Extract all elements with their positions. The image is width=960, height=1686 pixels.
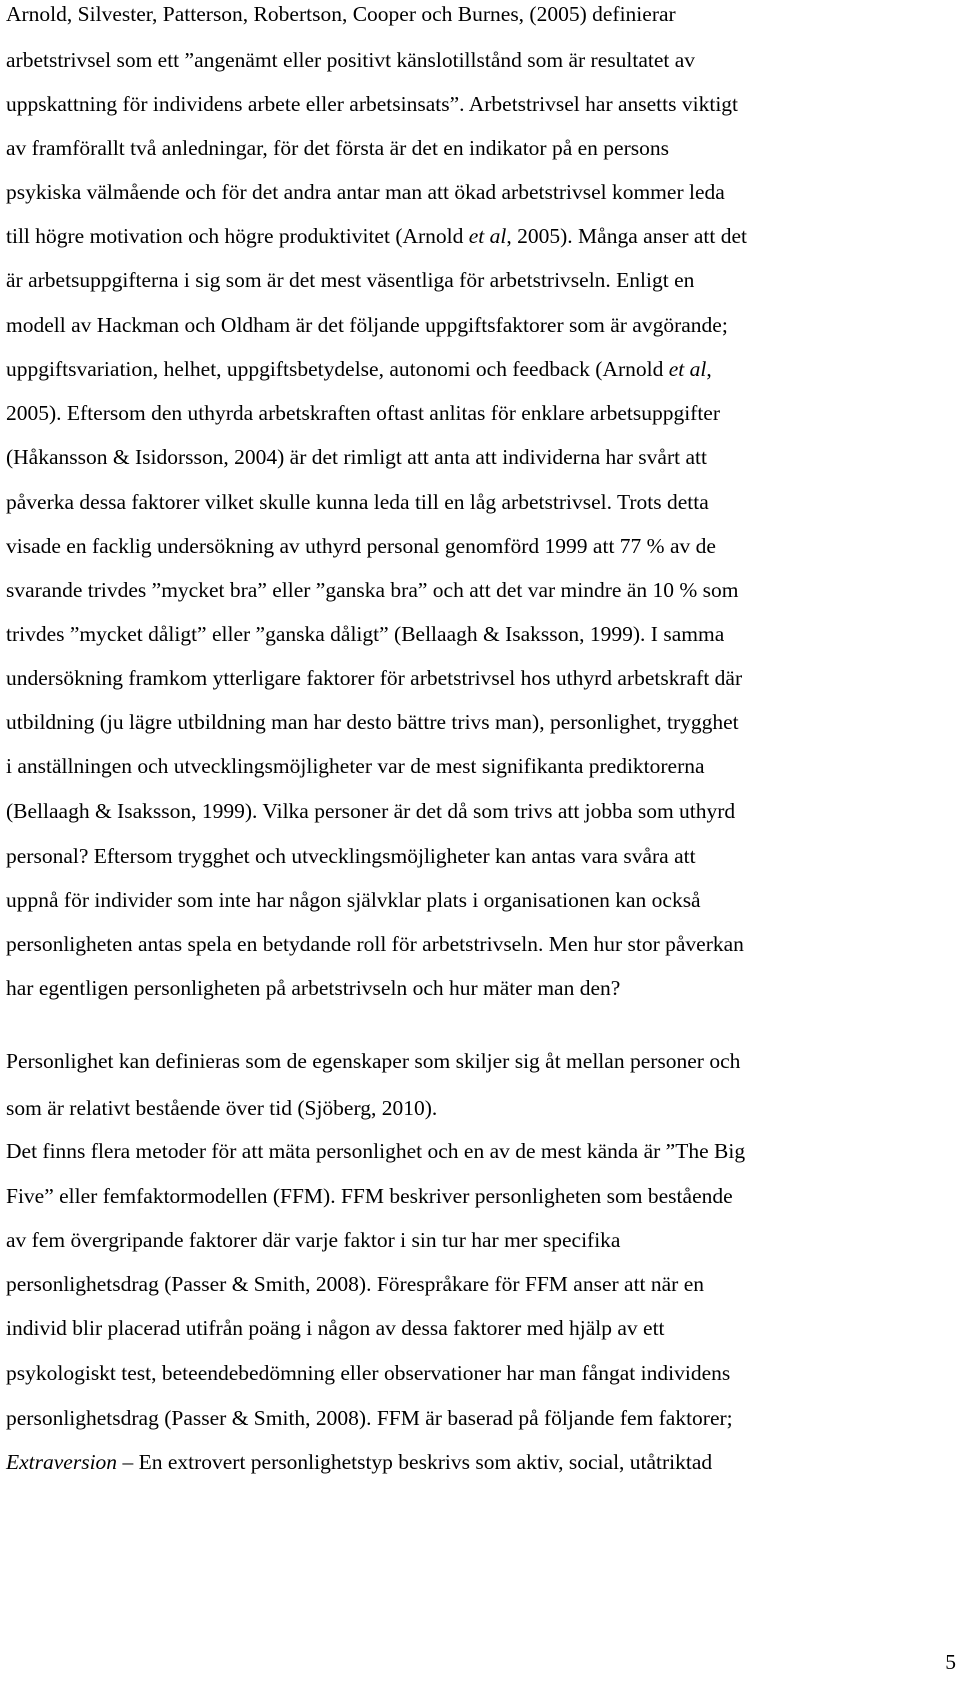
text-line <box>6 1404 733 1432</box>
text-segment: Personlighet kan definieras som de egenskaper som skiljer sig åt mellan personer och <box>6 1049 741 1073</box>
text-line <box>6 90 738 118</box>
text-segment: som är relativt bestående över tid (Sjöberg, 2010). <box>6 1096 438 1120</box>
text-segment: (Bellaagh & Isaksson, 1999). Vilka personer är det då som trivs att jobba som uthyrd <box>6 799 736 823</box>
text-line <box>6 1359 730 1387</box>
text-line <box>6 532 716 560</box>
text-segment: har egentligen personligheten på arbetstrivseln och hur mäter man den? <box>6 976 621 1000</box>
text-segment: personligheten antas spela en betydande roll för arbetstrivseln. Men hur stor påverkan <box>6 932 744 956</box>
text-line <box>6 311 728 339</box>
text-line <box>6 620 724 648</box>
text-segment: Det finns flera metoder för att mäta personlighet och en av de mest kända är ”The Big <box>6 1139 746 1163</box>
text-line <box>6 1226 620 1254</box>
text-segment: individ blir placerad utifrån poäng i någon av dessa faktorer med hjälp av ett <box>6 1316 665 1340</box>
text-line <box>6 1448 712 1476</box>
text-segment: psykologiskt test, beteendebedömning eller observationer har man fångat individens <box>6 1361 731 1385</box>
text-line <box>6 886 701 914</box>
italic-text: et al <box>468 224 507 248</box>
text-segment: , <box>706 357 712 381</box>
text-segment: 2005). Eftersom den uthyrda arbetskraften oftast anlitas för enklare arbetsuppgifter <box>6 401 721 425</box>
text-segment: uppskattning för individens arbete eller arbetsinsats”. Arbetstrivsel har ansetts viktigt <box>6 92 739 116</box>
text-segment: påverka dessa faktorer vilket skulle kunna leda till en låg arbetstrivsel. Trots detta <box>6 490 709 514</box>
text-line <box>6 664 742 692</box>
text-segment: av framförallt två anledningar, för det första är det en indikator på en persons <box>6 136 669 160</box>
text-line <box>6 1314 665 1342</box>
text-segment: uppgiftsvariation, helhet, uppgiftsbetydelse, autonomi och feedback (Arnold <box>6 357 669 381</box>
text-line <box>6 178 725 206</box>
text-segment: i anställningen och utvecklingsmöjligheter var de mest signifikanta prediktorerna <box>6 754 705 778</box>
text-segment: av fem övergripande faktorer där varje faktor i sin tur har mer specifika <box>6 1228 621 1252</box>
text-line <box>6 443 707 471</box>
text-line <box>6 930 744 958</box>
text-segment: psykiska välmående och för det andra antar man att ökad arbetstrivsel kommer leda <box>6 180 725 204</box>
text-segment: – En extrovert personlighetstyp beskrivs som aktiv, social, utåtriktad <box>117 1450 713 1474</box>
text-line <box>6 1094 437 1122</box>
text-line <box>6 134 669 162</box>
text-line <box>6 708 739 736</box>
text-segment: visade en facklig undersökning av uthyrd personal genomförd 1999 att 77 % av de <box>6 534 716 558</box>
text-line <box>6 222 747 250</box>
text-line <box>6 0 676 28</box>
text-segment: arbetstrivsel som ett ”angenämt eller positivt känslotillstånd som är resultatet av <box>6 48 696 72</box>
italic-text: Extraversion <box>6 1450 118 1474</box>
text-line <box>6 576 739 604</box>
text-line <box>6 1270 704 1298</box>
text-line <box>6 46 695 74</box>
text-segment: , 2005). Många anser att det <box>506 224 747 248</box>
text-segment: Arnold, Silvester, Patterson, Robertson, Cooper och Burnes, (2005) definierar <box>6 2 676 26</box>
text-line <box>6 974 620 1002</box>
text-segment: modell av Hackman och Oldham är det följande uppgiftsfaktorer som är avgörande; <box>6 313 728 337</box>
page-number: 5 <box>945 1650 956 1674</box>
text-segment: utbildning (ju lägre utbildning man har desto bättre trivs man), personlighet, trygghet <box>6 710 739 734</box>
text-line <box>6 399 720 427</box>
text-segment: är arbetsuppgifterna i sig som är det mest väsentliga för arbetstrivseln. Enligt en <box>6 268 695 292</box>
text-line <box>6 266 694 294</box>
text-segment: svarande trivdes ”mycket bra” eller ”ganska bra” och att det var mindre än 10 % som <box>6 578 739 602</box>
text-segment: undersökning framkom ytterligare faktorer för arbetstrivsel hos uthyrd arbetskraft där <box>6 666 743 690</box>
text-line <box>6 488 709 516</box>
text-segment: till högre motivation och högre produktivitet (Arnold <box>6 224 469 248</box>
italic-text: et al <box>668 357 707 381</box>
text-segment: Five” eller femfaktormodellen (FFM). FFM beskriver personligheten som bestående <box>6 1184 733 1208</box>
text-segment: personlighetsdrag (Passer & Smith, 2008). FFM är baserad på följande fem faktorer; <box>6 1406 733 1430</box>
text-line <box>6 1182 733 1210</box>
text-segment: personlighetsdrag (Passer & Smith, 2008). Förespråkare för FFM anser att när en <box>6 1272 705 1296</box>
text-line <box>6 842 696 870</box>
text-segment: personal? Eftersom trygghet och utvecklingsmöjligheter kan antas vara svåra att <box>6 844 696 868</box>
text-line <box>6 752 705 780</box>
text-line <box>6 1137 745 1165</box>
text-segment: uppnå för individer som inte har någon självklar plats i organisationen kan också <box>6 888 701 912</box>
text-line <box>6 797 735 825</box>
text-line <box>6 1047 740 1075</box>
text-segment: (Håkansson & Isidorsson, 2004) är det rimligt att anta att individerna har svårt att <box>6 445 707 469</box>
text-segment: trivdes ”mycket dåligt” eller ”ganska dåligt” (Bellaagh & Isaksson, 1999). I samma <box>6 622 725 646</box>
text-line <box>6 355 712 383</box>
